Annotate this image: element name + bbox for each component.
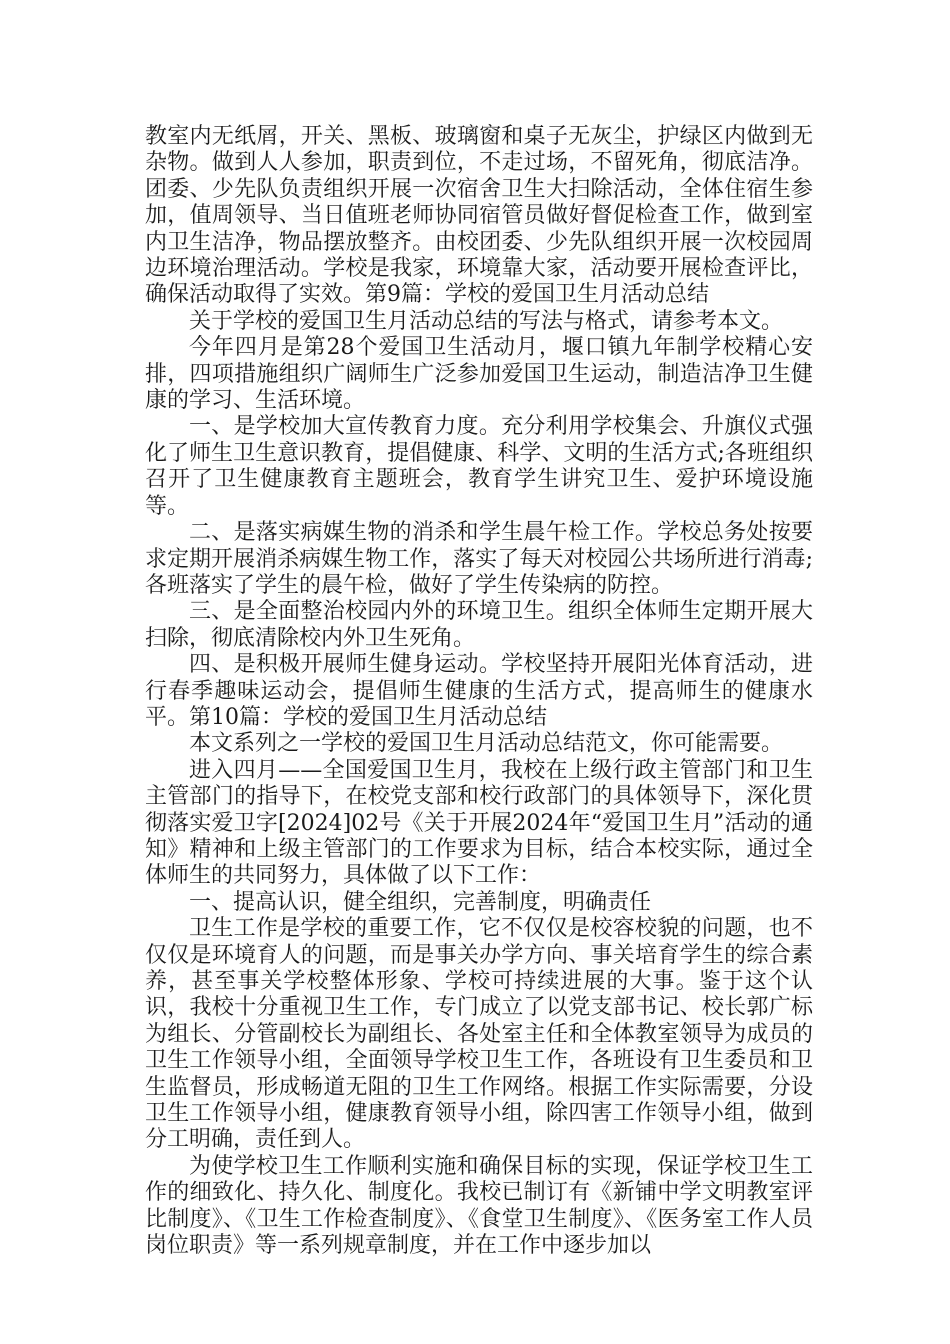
paragraph-7: 四、是积极开展师生健身运动。学校坚持开展阳光体育活动，进行春季趣味运动会，提倡师生健康的生活方式，提高师生的健康水平。第10篇：学校的爱国卫生月活动总结 (145, 652, 813, 730)
paragraph-12: 为使学校卫生工作顺利实施和确保目标的实现，保证学校卫生工作的细致化、持久化、制度化。我校已制订有《新铺中学文明教室评比制度》、《卫生工作检查制度》、《食堂卫生制度》、《医务室工作人员岗位职责》等一系列规章制度，并在工作中逐步加以 (145, 1153, 813, 1259)
paragraph-5: 二、是落实病媒生物的消杀和学生晨午检工作。学校总务处按要求定期开展消杀病媒生物工作，落实了每天对校园公共场所进行消毒;各班落实了学生的晨午检，做好了学生传染病的防控。 (145, 520, 813, 598)
paragraph-10: 一、提高认识，健全组织，完善制度，明确责任 (189, 889, 652, 915)
paragraph-1: 教室内无纸屑，开关、黑板、玻璃窗和桌子无灰尘，护绿区内做到无杂物。做到人人参加，职责到位，不走过场，不留死角，彻底洁净。团委、少先队负责组织开展一次宿舍卫生大扫除活动，全体住宿生参加，值周领导、当日值班老师协同宿管员做好督促检查工作，做到室内卫生洁净，物品摆放整齐。由校团委、少先队组织开展一次校园周边环境治理活动。学校是我家，环境靠大家，活动要开展检查评比，确保活动取得了实效。第9篇：学校的爱国卫生月活动总结 (145, 124, 813, 308)
paragraph-2: 关于学校的爱国卫生月活动总结的写法与格式，请参考本文。 (189, 308, 784, 334)
paragraph-3: 今年四月是第28个爱国卫生活动月，堰口镇九年制学校精心安排，四项措施组织广阔师生广泛参加爱国卫生运动，制造洁净卫生健康的学习、生活环境。 (145, 335, 813, 414)
paragraph-4: 一、是学校加大宣传教育力度。充分利用学校集会、升旗仪式强化了师生卫生意识教育，提倡健康、科学、文明的生活方式;各班组织召开了卫生健康教育主题班会，教育学生讲究卫生、爱护环境设施等。 (145, 414, 813, 519)
paragraph-11: 卫生工作是学校的重要工作，它不仅仅是校容校貌的问题，也不仅仅是环境育人的问题，而是事关办学方向、事关培育学生的综合素养，甚至事关学校整体形象、学校可持续进展的大事。鉴于这个认识，我校十分重视卫生工作，专门成立了以党支部书记、校长郭广标为组长、分管副校长为副组长、各处室主任和全体教室领导为成员的卫生工作领导小组，全面领导学校卫生工作，各班设有卫生委员和卫生监督员，形成畅道无阻的卫生工作网络。根据工作实际需要，分设卫生工作领导小组，健康教育领导小组，除四害工作领导小组，做到分工明确，责任到人。 (145, 916, 813, 1153)
document-page (145, 124, 813, 1259)
paragraph-9: 进入四月——全国爱国卫生月，我校在上级行政主管部门和卫生主管部门的指导下，在校党支部和校行政部门的具体领导下，深化贯彻落实爱卫字[2024]02号《关于开展2024年“爱国卫生月”活动的通知》精神和上级主管部门的工作要求为目标，结合本校实际，通过全体师生的共同努力，具体做了以下工作： (145, 757, 813, 889)
paragraph-6: 三、是全面整治校园内外的环境卫生。组织全体师生定期开展大扫除，彻底清除校内外卫生死角。 (145, 599, 813, 651)
paragraph-8: 本文系列之一学校的爱国卫生月活动总结范文，你可能需要。 (189, 731, 784, 757)
